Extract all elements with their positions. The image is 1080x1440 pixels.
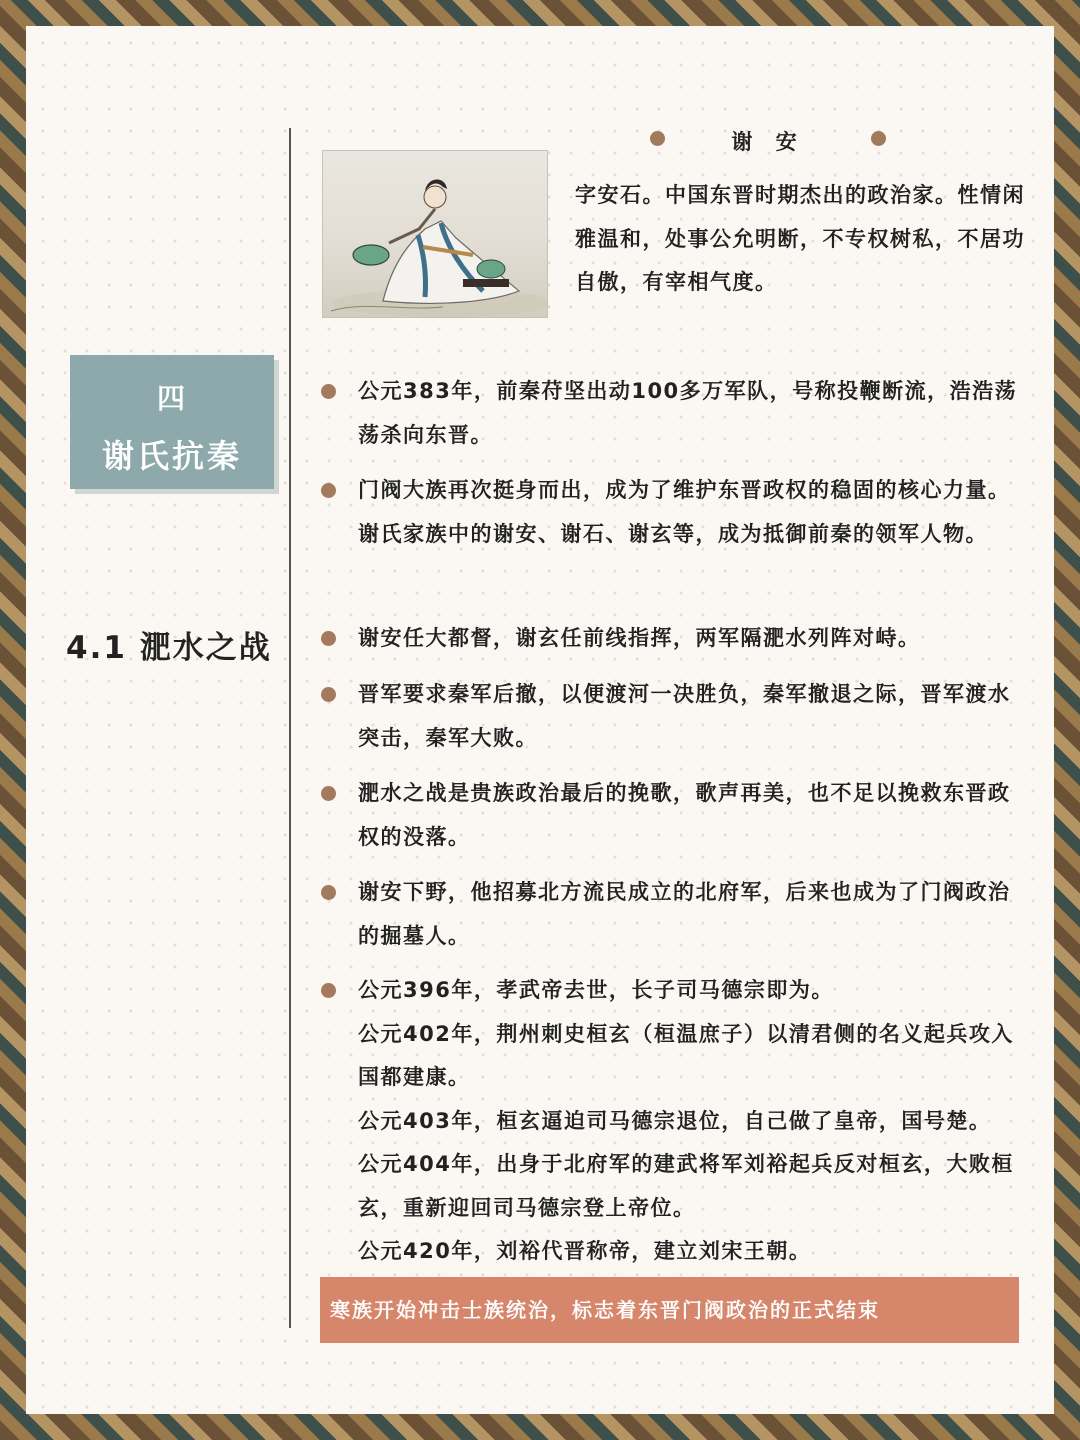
- list-item-text: 门阀大族再次挺身而出，成为了维护东晋政权的稳固的核心力量。谢氏家族中的谢安、谢石、谢玄等，成为抵御前秦的领军人物。: [358, 478, 1011, 546]
- list-item-text: 谢安下野，他招募北方流民成立的北府军，后来也成为了门阀政治的掘墓人。: [358, 880, 1011, 948]
- bullet-dot-icon: [871, 131, 886, 146]
- timeline-line: 公元403年，桓玄逼迫司马德宗退位，自己做了皇帝，国号楚。: [358, 1108, 992, 1133]
- portrait-illustration-icon: [323, 151, 548, 318]
- section-box: [70, 355, 274, 489]
- bio-text: 字安石。中国东晋时期杰出的政治家。性情闲雅温和，处事公允明断，不专权树私，不居功自傲，有宰相气度。: [575, 183, 1025, 294]
- bullet-dot-icon: [321, 483, 336, 498]
- list-item: [358, 469, 1030, 556]
- sub-heading: 4.1 淝水之战: [66, 630, 272, 666]
- list-item-text: 谢安任大都督，谢玄任前线指挥，两军隔淝水列阵对峙。: [358, 626, 921, 650]
- timeline-line: 公元396年，孝武帝去世，长子司马德宗即为。: [358, 978, 834, 1002]
- portrait-image: [322, 150, 548, 318]
- list-item: [358, 772, 1030, 859]
- bullet-dot-icon: [321, 885, 336, 900]
- list-item: [358, 969, 1030, 1274]
- list-item: [358, 673, 1030, 760]
- list-item: [358, 617, 1030, 661]
- bullet-dot-icon: [321, 687, 336, 702]
- list-item: [358, 370, 1030, 457]
- conclusion-bar: 寒族开始冲击士族统治，标志着东晋门阀政治的正式结束: [320, 1277, 1019, 1343]
- timeline-line: 公元420年，刘裕代晋称帝，建立刘宋王朝。: [358, 1239, 812, 1263]
- bullet-dot-icon: [321, 631, 336, 646]
- timeline-line: 公元404年，出身于北府军的建武将军刘裕起兵反对桓玄，大败桓玄，重新迎回司马德宗登上帝位。: [358, 1152, 1014, 1220]
- list-item: [358, 871, 1030, 958]
- bio-name: 谢 安: [731, 130, 805, 154]
- timeline-line: 公元402年，荆州刺史桓玄（桓温庶子）以清君侧的名义起兵攻入国都建康。: [358, 1021, 1014, 1089]
- bullet-dot-icon: [321, 786, 336, 801]
- list-item-text: 晋军要求秦军后撤，以便渡河一决胜负，秦军撤退之际，晋军渡水突击，秦军大败。: [358, 682, 1011, 750]
- section-title: 谢氏抗秦: [101, 437, 242, 475]
- bullet-dot-icon: [321, 384, 336, 399]
- vertical-divider: [289, 128, 291, 1328]
- section-number: 四: [156, 382, 187, 415]
- list-item-text: 淝水之战是贵族政治最后的挽歌，歌声再美，也不足以挽救东晋政权的没落。: [358, 781, 1011, 849]
- bio-header: [650, 126, 886, 154]
- list-item-text: 公元383年，前秦苻坚出动100多万军队，号称投鞭断流，浩浩荡荡杀向东晋。: [358, 379, 1018, 447]
- bullet-dot-icon: [321, 983, 336, 998]
